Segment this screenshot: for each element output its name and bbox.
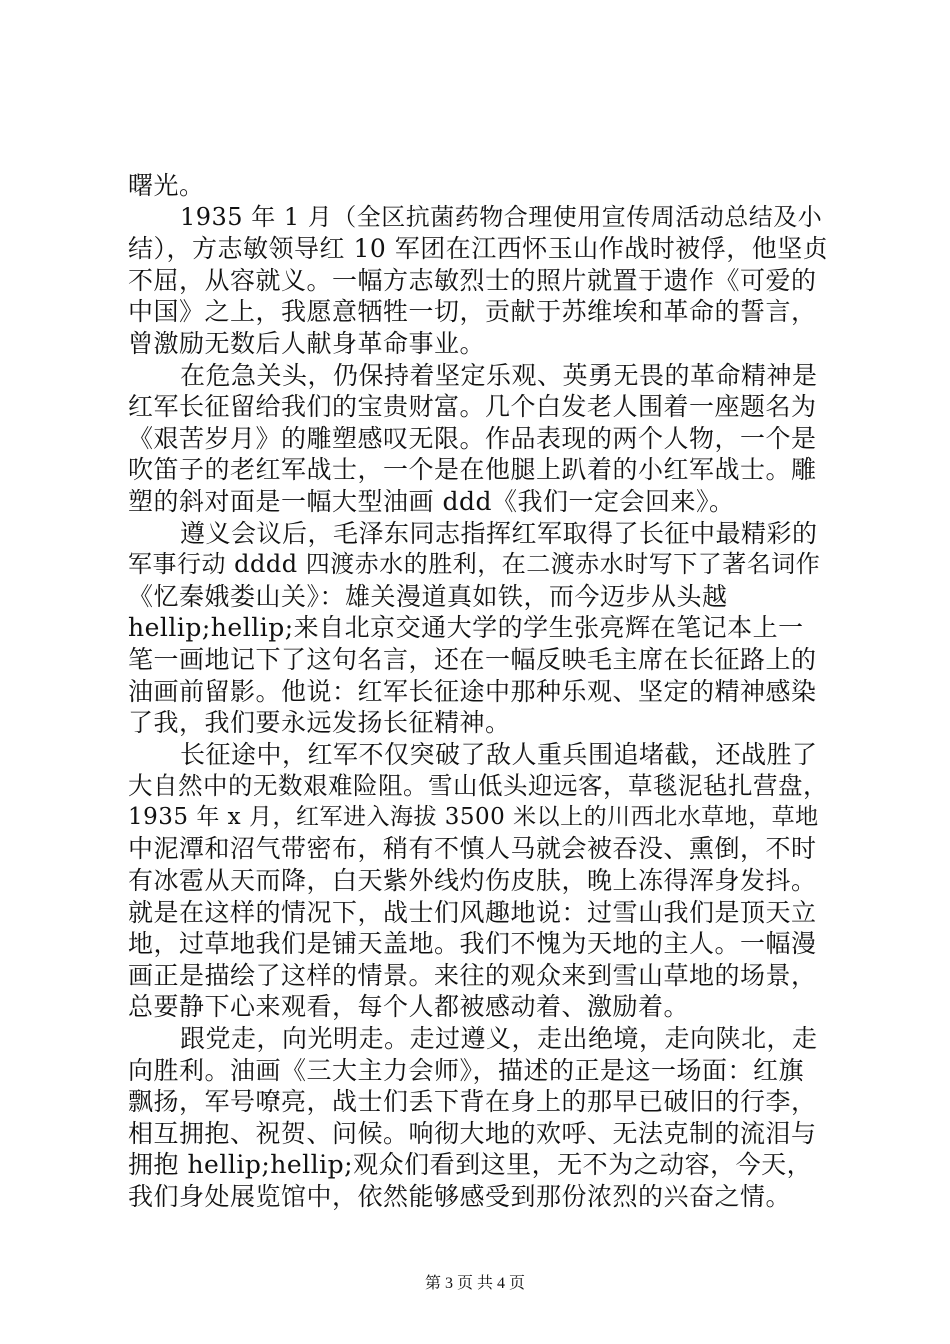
text-line: 我们身处展览馆中，依然能够感受到那份浓烈的兴奋之情。: [128, 1182, 792, 1211]
text-line: 总要静下心来观看，每个人都被感动着、激励着。: [128, 992, 690, 1022]
text-line: 地，过草地我们是铺天盖地。我们不愧为天地的主人。一幅漫: [128, 929, 817, 959]
text-line: 1935 年 x 月，红军进入海拔 3500 米以上的川西北水草地，草地: [128, 803, 819, 830]
text-line: 曙光。: [128, 171, 205, 200]
text-line: 油画前留影。他说：红军长征途中那种乐观、坚定的精神感染: [128, 676, 817, 706]
text-line: 向胜利。油画《三大主力会师》，描述的正是这一场面：红旗: [128, 1055, 805, 1085]
text-line: 就是在这样的情况下，战士们风趣地说：过雪山我们是顶天立: [128, 897, 817, 927]
text-line: hellip;hellip;来自北京交通大学的学生张亮辉在笔记本上一: [128, 613, 804, 643]
text-line: 吹笛子的老红军战士，一个是在他腿上趴着的小红军战士。雕: [128, 455, 817, 485]
paragraph-first-line: 长征途中，红军不仅突破了敌人重兵围追堵截，还战胜了: [180, 739, 818, 769]
paragraph-first-line: 跟党走，向光明走。走过遵义，走出绝境，走向陕北，走: [180, 1024, 818, 1054]
text-line: 有冰雹从天而降，白天紫外线灼伤皮肤，晚上冻得浑身发抖。: [128, 866, 817, 896]
paragraph-first-line: 在危急关头，仍保持着坚定乐观、英勇无畏的革命精神是: [180, 360, 818, 390]
paragraph-first-line: 1935 年 1 月（全区抗菌药物合理使用宣传周活动总结及小: [180, 202, 823, 231]
text-line: 曾激励无数后人献身革命事业。: [128, 328, 486, 358]
text-line: 了我，我们要永远发扬长征精神。: [128, 708, 511, 738]
text-line: 中国》之上，我愿意牺牲一切，贡献于苏维埃和革命的誓言，: [128, 297, 817, 327]
page-number-footer: 第 3 页 共 4 页: [424, 1275, 525, 1292]
paragraph-first-line: 遵义会议后，毛泽东同志指挥红军取得了长征中最精彩的: [180, 518, 818, 548]
text-line: 塑的斜对面是一幅大型油画 ddd《我们一定会回来》。: [128, 486, 735, 516]
body-text: [128, 170, 828, 1213]
text-line: 大自然中的无数艰难险阻。雪山低头迎远客，草毯泥毡扎营盘，: [128, 771, 828, 801]
text-line: 红军长征留给我们的宝贵财富。几个白发老人围着一座题名为: [128, 392, 817, 422]
text-line: 画正是描绘了这样的情景。来往的观众来到雪山草地的场景，: [128, 960, 817, 990]
text-line: 军事行动 dddd 四渡赤水的胜利，在二渡赤水时写下了著名词作: [128, 550, 821, 579]
text-line: 《艰苦岁月》的雕塑感叹无限。作品表现的两个人物，一个是: [128, 423, 817, 453]
text-line: 拥抱 hellip;hellip;观众们看到这里，无不为之动容，今天，: [128, 1150, 813, 1180]
text-line: 《忆秦娥娄山关》：雄关漫道真如铁，而今迈步从头越: [128, 581, 728, 611]
text-line: 不屈，从容就义。一幅方志敏烈士的照片就置于遗作《可爱的: [128, 265, 817, 295]
text-line: 中泥潭和沼气带密布，稍有不慎人马就会被吞没、熏倒，不时: [128, 834, 817, 864]
text-line: 笔一画地记下了这句名言，还在一幅反映毛主席在长征路上的: [128, 644, 817, 674]
text-line: 飘扬，军号嘹亮，战士们丢下背在身上的那早已破旧的行李，: [128, 1087, 817, 1117]
text-line: 结），方志敏领导红 10 军团在江西怀玉山作战时被俘，他坚贞: [128, 234, 829, 264]
text-line: 相互拥抱、祝贺、问候。响彻大地的欢呼、无法克制的流泪与: [128, 1118, 817, 1148]
